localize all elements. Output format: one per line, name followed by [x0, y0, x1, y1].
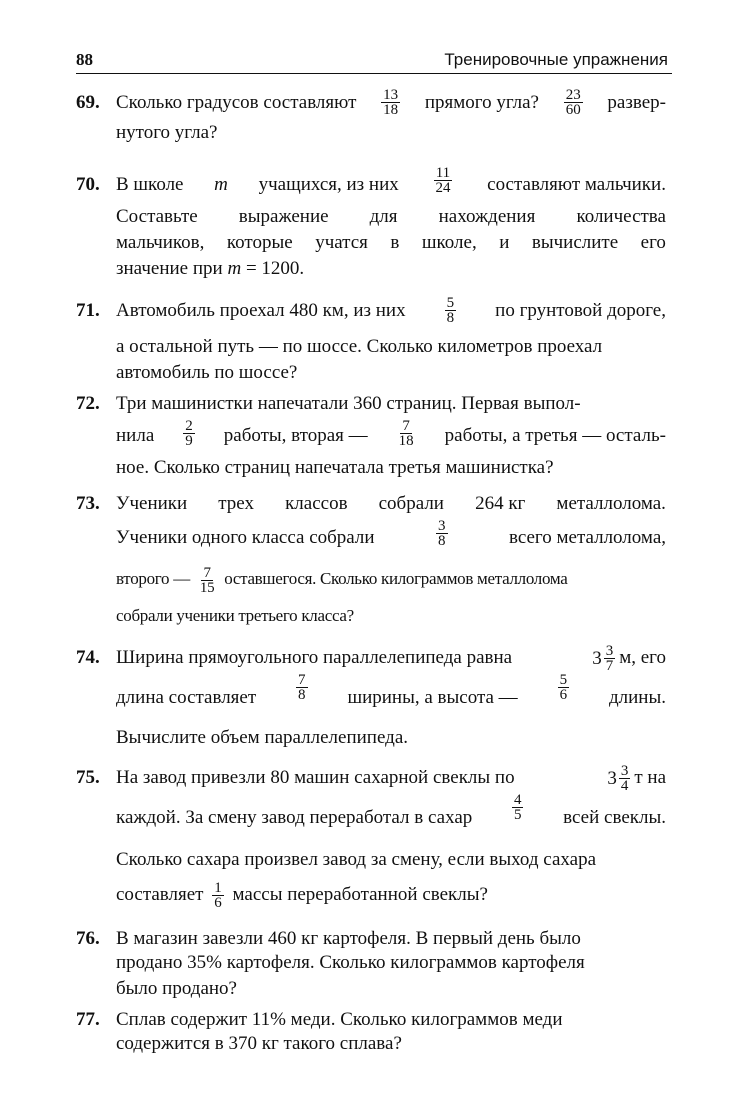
text: ное. Сколько страниц напечатала третья машинистка?	[116, 457, 554, 478]
page-number: 88	[76, 50, 93, 69]
fraction: $\frac{5}{6}$	[559, 672, 568, 703]
fraction: $\frac{7}{18}$	[398, 418, 414, 449]
text: было продано?	[116, 978, 237, 999]
variable: m	[214, 174, 228, 195]
fraction: $\frac{13}{18}$	[383, 87, 399, 118]
text: В магазин завезли 460 кг картофеля. В первый день было	[116, 928, 581, 949]
page-header	[76, 50, 672, 72]
text: = 1200.	[245, 258, 305, 279]
fraction: $\frac{4}{5}$	[513, 792, 522, 823]
fraction: $\frac{5}{8}$	[446, 295, 455, 326]
header-rule	[76, 73, 672, 74]
text: продано 35% картофеля. Сколько килограммов картофеля	[116, 952, 585, 973]
text: развер-	[607, 92, 666, 113]
fraction: $\frac{23}{60}$	[565, 87, 581, 118]
fraction: $\frac{7}{15}$	[199, 564, 215, 596]
text: составляют мальчики.	[487, 174, 666, 195]
text: Три машинистки напечатали 360 страниц. Первая выпол-	[116, 393, 581, 414]
problem-76	[76, 924, 672, 1002]
variable: m	[227, 258, 242, 279]
problem-number: 76.	[76, 928, 100, 949]
problem-74: 74. Ширина прямоугольного параллелепипеда равна 3 $\frac{3}{7}$ м, его длина составляет $\frac{7}{8}$ ширины, а высота — $\frac{5}{6}$ длины. Вычислите объем параллелепипеда.	[76, 643, 672, 753]
problem-71	[76, 296, 672, 386]
text: а остальной путь — по шоссе. Сколько километров проехал	[116, 336, 603, 357]
text: содержится в 370 кг такого сплава?	[116, 1033, 402, 1054]
text: нутого угла?	[116, 122, 218, 143]
problem-number: 69.	[76, 92, 100, 113]
problem-number: 72.	[76, 393, 100, 414]
problem-number: 74.	[76, 647, 100, 668]
fraction: $\frac{1}{6}$	[214, 880, 222, 912]
fraction: $\frac{2}{9}$	[185, 418, 193, 449]
text: прямого угла?	[424, 92, 539, 113]
fraction: $\frac{7}{8}$	[298, 672, 306, 703]
problem-70: 70. В школе m учащихся, из них $\frac{11}{24}$ составляют мальчики. Составьте выражение для нахождения количества мальчиков, которые учатся в школе, и вычислите его значение при m = 1200.	[76, 165, 666, 279]
text: В школе	[116, 174, 184, 195]
problem-number: 77.	[76, 1009, 100, 1030]
fraction: $\frac{3}{8}$	[438, 518, 446, 549]
mixed-number: 3 $\frac{3}{7}$	[592, 643, 614, 675]
text: Вычислите объем параллелепипеда.	[116, 727, 409, 748]
mixed-number: 3 $\frac{3}{4}$	[607, 763, 629, 795]
problem-73: 73. Ученики трех классов собрали 264 кг металлолома. Ученики одного класса собрали $\frac{3}{8}$ всего металлолома, второго — $\frac{7}{15}$ оставшегося. Сколько килограммов металлолома собрали ученики третьего класса?	[76, 489, 672, 631]
problem-77	[76, 1005, 672, 1057]
problem-number: 75.	[76, 767, 100, 788]
problem-69	[76, 88, 672, 148]
problem-number: 70.	[76, 174, 100, 195]
problem-75: 75. На завод привезли 80 машин сахарной свеклы по 3 $\frac{3}{4}$ т на каждой. За смену завод переработал в сахар $\frac{4}{5}$ всей свеклы. Сколько сахара произвел завод за смену, если выход сахара составляет $\frac{1}{6}$ массы переработанной свеклы?	[76, 763, 666, 912]
text: Сколько сахара произвел завод за смену, если выход сахара	[116, 849, 597, 870]
text: автомобиль по шоссе?	[116, 362, 298, 383]
text: по грунтовой дороге,	[495, 300, 666, 321]
problem-number: 73.	[76, 493, 100, 514]
text: значение при	[116, 258, 223, 279]
text: Сколько градусов составляют	[116, 92, 357, 113]
problem-number: 71.	[76, 300, 100, 321]
fraction: $\frac{11}{24}$	[435, 165, 451, 196]
text: Сплав содержит 11% меди. Сколько килограммов меди	[116, 1009, 563, 1030]
running-title: Тренировочные упражнения	[444, 50, 668, 69]
text: Автомобиль проехал 480 км, из них	[116, 300, 406, 321]
problem-72: 72. Три машинистки напечатали 360 страниц. Первая выпол- нила $\frac{2}{9}$ работы, вторая — $\frac{7}{18}$ работы, а третья — осталь- ное. Сколько страниц напечатала третья машинистка?	[76, 389, 672, 483]
text: собрали ученики третьего класса?	[116, 606, 354, 625]
text: учащихся, из них	[258, 174, 399, 195]
